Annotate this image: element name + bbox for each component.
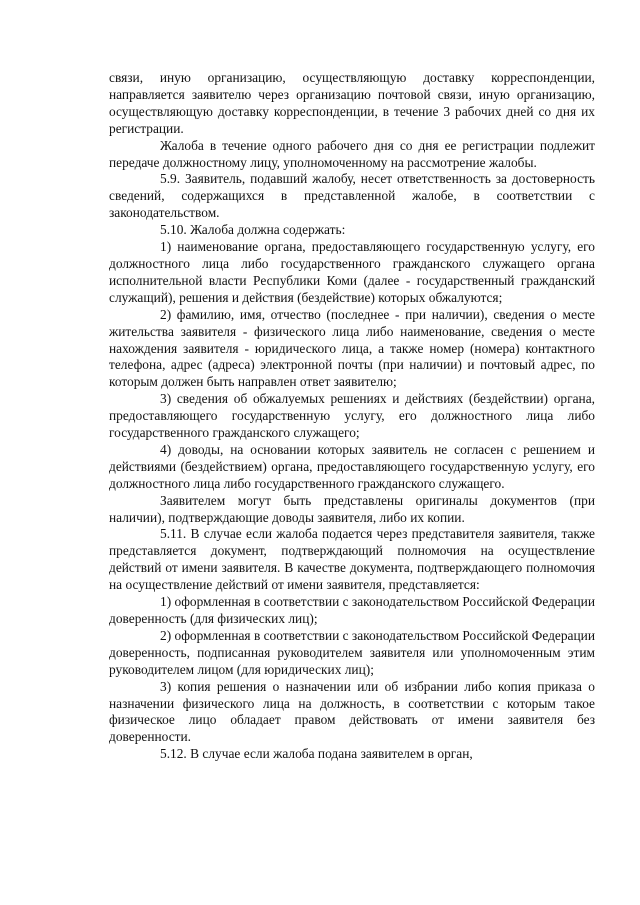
list-item-5-11-1: 1) оформленная в соответствии с законодательством Российской Федерации доверенность (для физических лиц); [109, 594, 596, 626]
paragraph-5-11: 5.11. В случае если жалоба подается через представителя заявителя, также представляется документ, подтверждающий полномочия на осуществление действий от имени заявителя. В качестве документа, подтверждающего полномочия на осуществление действий от имени заявителя, представляется: [109, 526, 595, 593]
list-item-5-10-3: 3) сведения об обжалуемых решениях и действиях (бездействии) органа, предоставляющего государственную услугу, его должностного лица либо государственного гражданского служащего; [109, 391, 595, 441]
document-page [109, 70, 595, 763]
paragraph-5-12: 5.12. В случае если жалоба подана заявителем в орган, [160, 746, 473, 762]
list-item-5-10-4: 4) доводы, на основании которых заявитель не согласен с решением и действиями (бездействием) органа, предоставляющего государственную услугу, его должностного лица либо государственного гражданского служащего. [109, 441, 595, 491]
list-item-5-11-2: 2) оформленная в соответствии с законодательством Российской Федерации доверенность, подписанная руководителем заявителя или уполномоченным этим руководителем лицом (для юридических лиц); [109, 627, 596, 677]
paragraph-documents: Заявителем могут быть представлены оригиналы документов (при наличии), подтверждающие доводы заявителя, либо их копии. [109, 492, 595, 525]
paragraph-complaint-transfer: Жалоба в течение одного рабочего дня со дня ее регистрации подлежит передаче должностному лицу, уполномоченному на рассмотрение жалобы. [109, 137, 595, 170]
list-item-5-10-2: 2) фамилию, имя, отчество (последнее - при наличии), сведения о месте жительства заявителя - физического лица либо наименование, сведения о месте нахождения заявителя - юридического лица, а также номер (номера) контактного телефона, адрес (адреса) электронной почты (при наличии) и почтовый адрес, по которым должен быть направлен ответ заявителю; [109, 306, 595, 390]
list-item-5-10-1: 1) наименование органа, предоставляющего государственную услугу, его должностного лица либо государственного гражданского служащего органа исполнительной власти Республики Коми (далее - государственный гражданский служащий), решения и действия (бездействие) которых обжалуются; [109, 239, 595, 305]
paragraph-5-10: 5.10. Жалоба должна содержать: [160, 222, 346, 238]
paragraph-5-9: 5.9. Заявитель, подавший жалобу, несет ответственность за достоверность сведений, содержащихся в представленной жалобе, в соответствии с законодательством. [109, 171, 595, 221]
list-item-5-11-3: 3) копия решения о назначении или об избрании либо копия приказа о назначении физического лица на должность, в соответствии с которым такое физическое лицо обладает правом действовать от имени заявителя без доверенности. [109, 678, 595, 745]
paragraph-continuation: связи, иную организацию, осуществляющую доставку корреспонденции, направляется заявителю через организацию почтовой связи, иную организацию, осуществляющую доставку корреспонденции, в течение 3 рабочих дней со дня их регистрации. [109, 70, 595, 136]
